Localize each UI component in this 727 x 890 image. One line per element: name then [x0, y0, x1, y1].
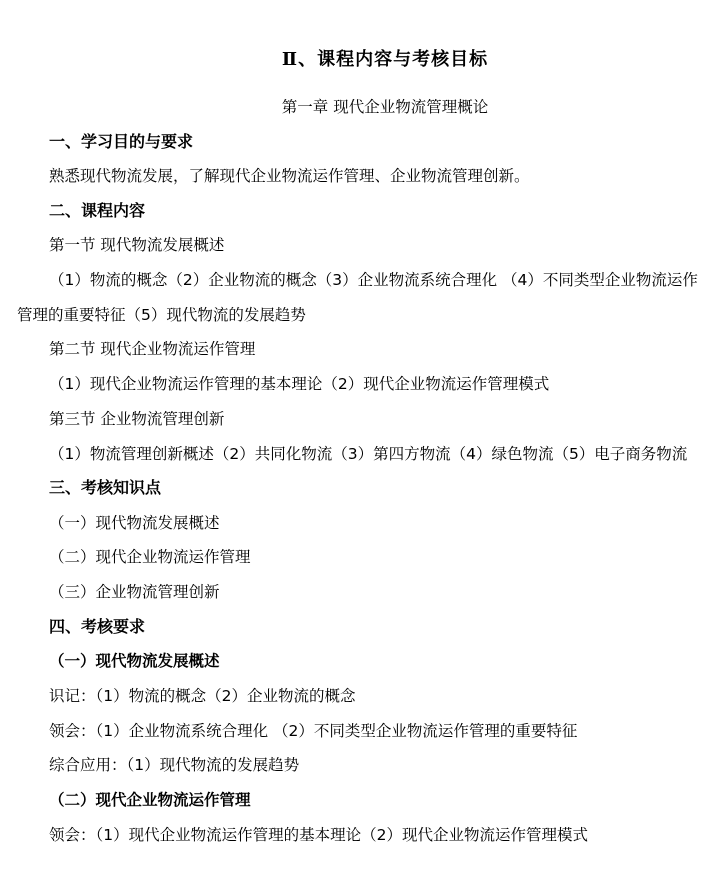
- content-part2-line1: （1）现代企业物流运作管理的基本理论（2）现代企业物流运作管理模式: [49, 375, 550, 393]
- section-heading-knowledge-points: 三、考核知识点: [49, 478, 162, 497]
- requirements-sub2-understand: 领会：（1）现代企业物流运作管理的基本理论（2）现代企业物流运作管理模式: [49, 826, 588, 844]
- content-part3-title: 第三节 企业物流管理创新: [49, 410, 225, 428]
- section-heading-requirements: 四、考核要求: [49, 617, 146, 636]
- knowledge-point-item: （二）现代企业物流运作管理: [49, 548, 251, 566]
- content-part3-line1: （1）物流管理创新概述（2）共同化物流（3）第四方物流（4）绿色物流（5）电子商务物流: [49, 445, 688, 463]
- section-heading-objectives: 一、学习目的与要求: [49, 132, 194, 151]
- content-part1-line2: 管理的重要特征（5）现代物流的发展趋势: [17, 306, 306, 324]
- knowledge-point-item: （一）现代物流发展概述: [49, 514, 220, 532]
- document-title: Ⅱ、课程内容与考核目标: [281, 49, 489, 70]
- content-part1-line1: （1）物流的概念（2）企业物流的概念（3）企业物流系统合理化 （4）不同类型企业物流运作: [49, 271, 698, 289]
- requirements-sub1-heading: （一）现代物流发展概述: [49, 652, 220, 670]
- requirements-sub1-apply: 综合应用：（1）现代物流的发展趋势: [49, 756, 300, 774]
- content-part2-title: 第二节 现代企业物流运作管理: [49, 340, 256, 358]
- content-part1-title: 第一节 现代物流发展概述: [49, 236, 225, 254]
- objectives-text: 熟悉现代物流发展，了解现代企业物流运作管理、企业物流管理创新。: [49, 167, 530, 185]
- requirements-sub2-heading: （二）现代企业物流运作管理: [49, 791, 251, 809]
- knowledge-point-item: （三）企业物流管理创新: [49, 583, 220, 601]
- requirements-sub1-recall: 识记：（1）物流的概念（2）企业物流的概念: [49, 687, 356, 705]
- chapter-title: 第一章 现代企业物流管理概论: [281, 98, 489, 116]
- section-heading-content: 二、课程内容: [49, 201, 146, 220]
- requirements-sub1-understand: 领会：（1）企业物流系统合理化 （2）不同类型企业物流运作管理的重要特征: [49, 722, 578, 740]
